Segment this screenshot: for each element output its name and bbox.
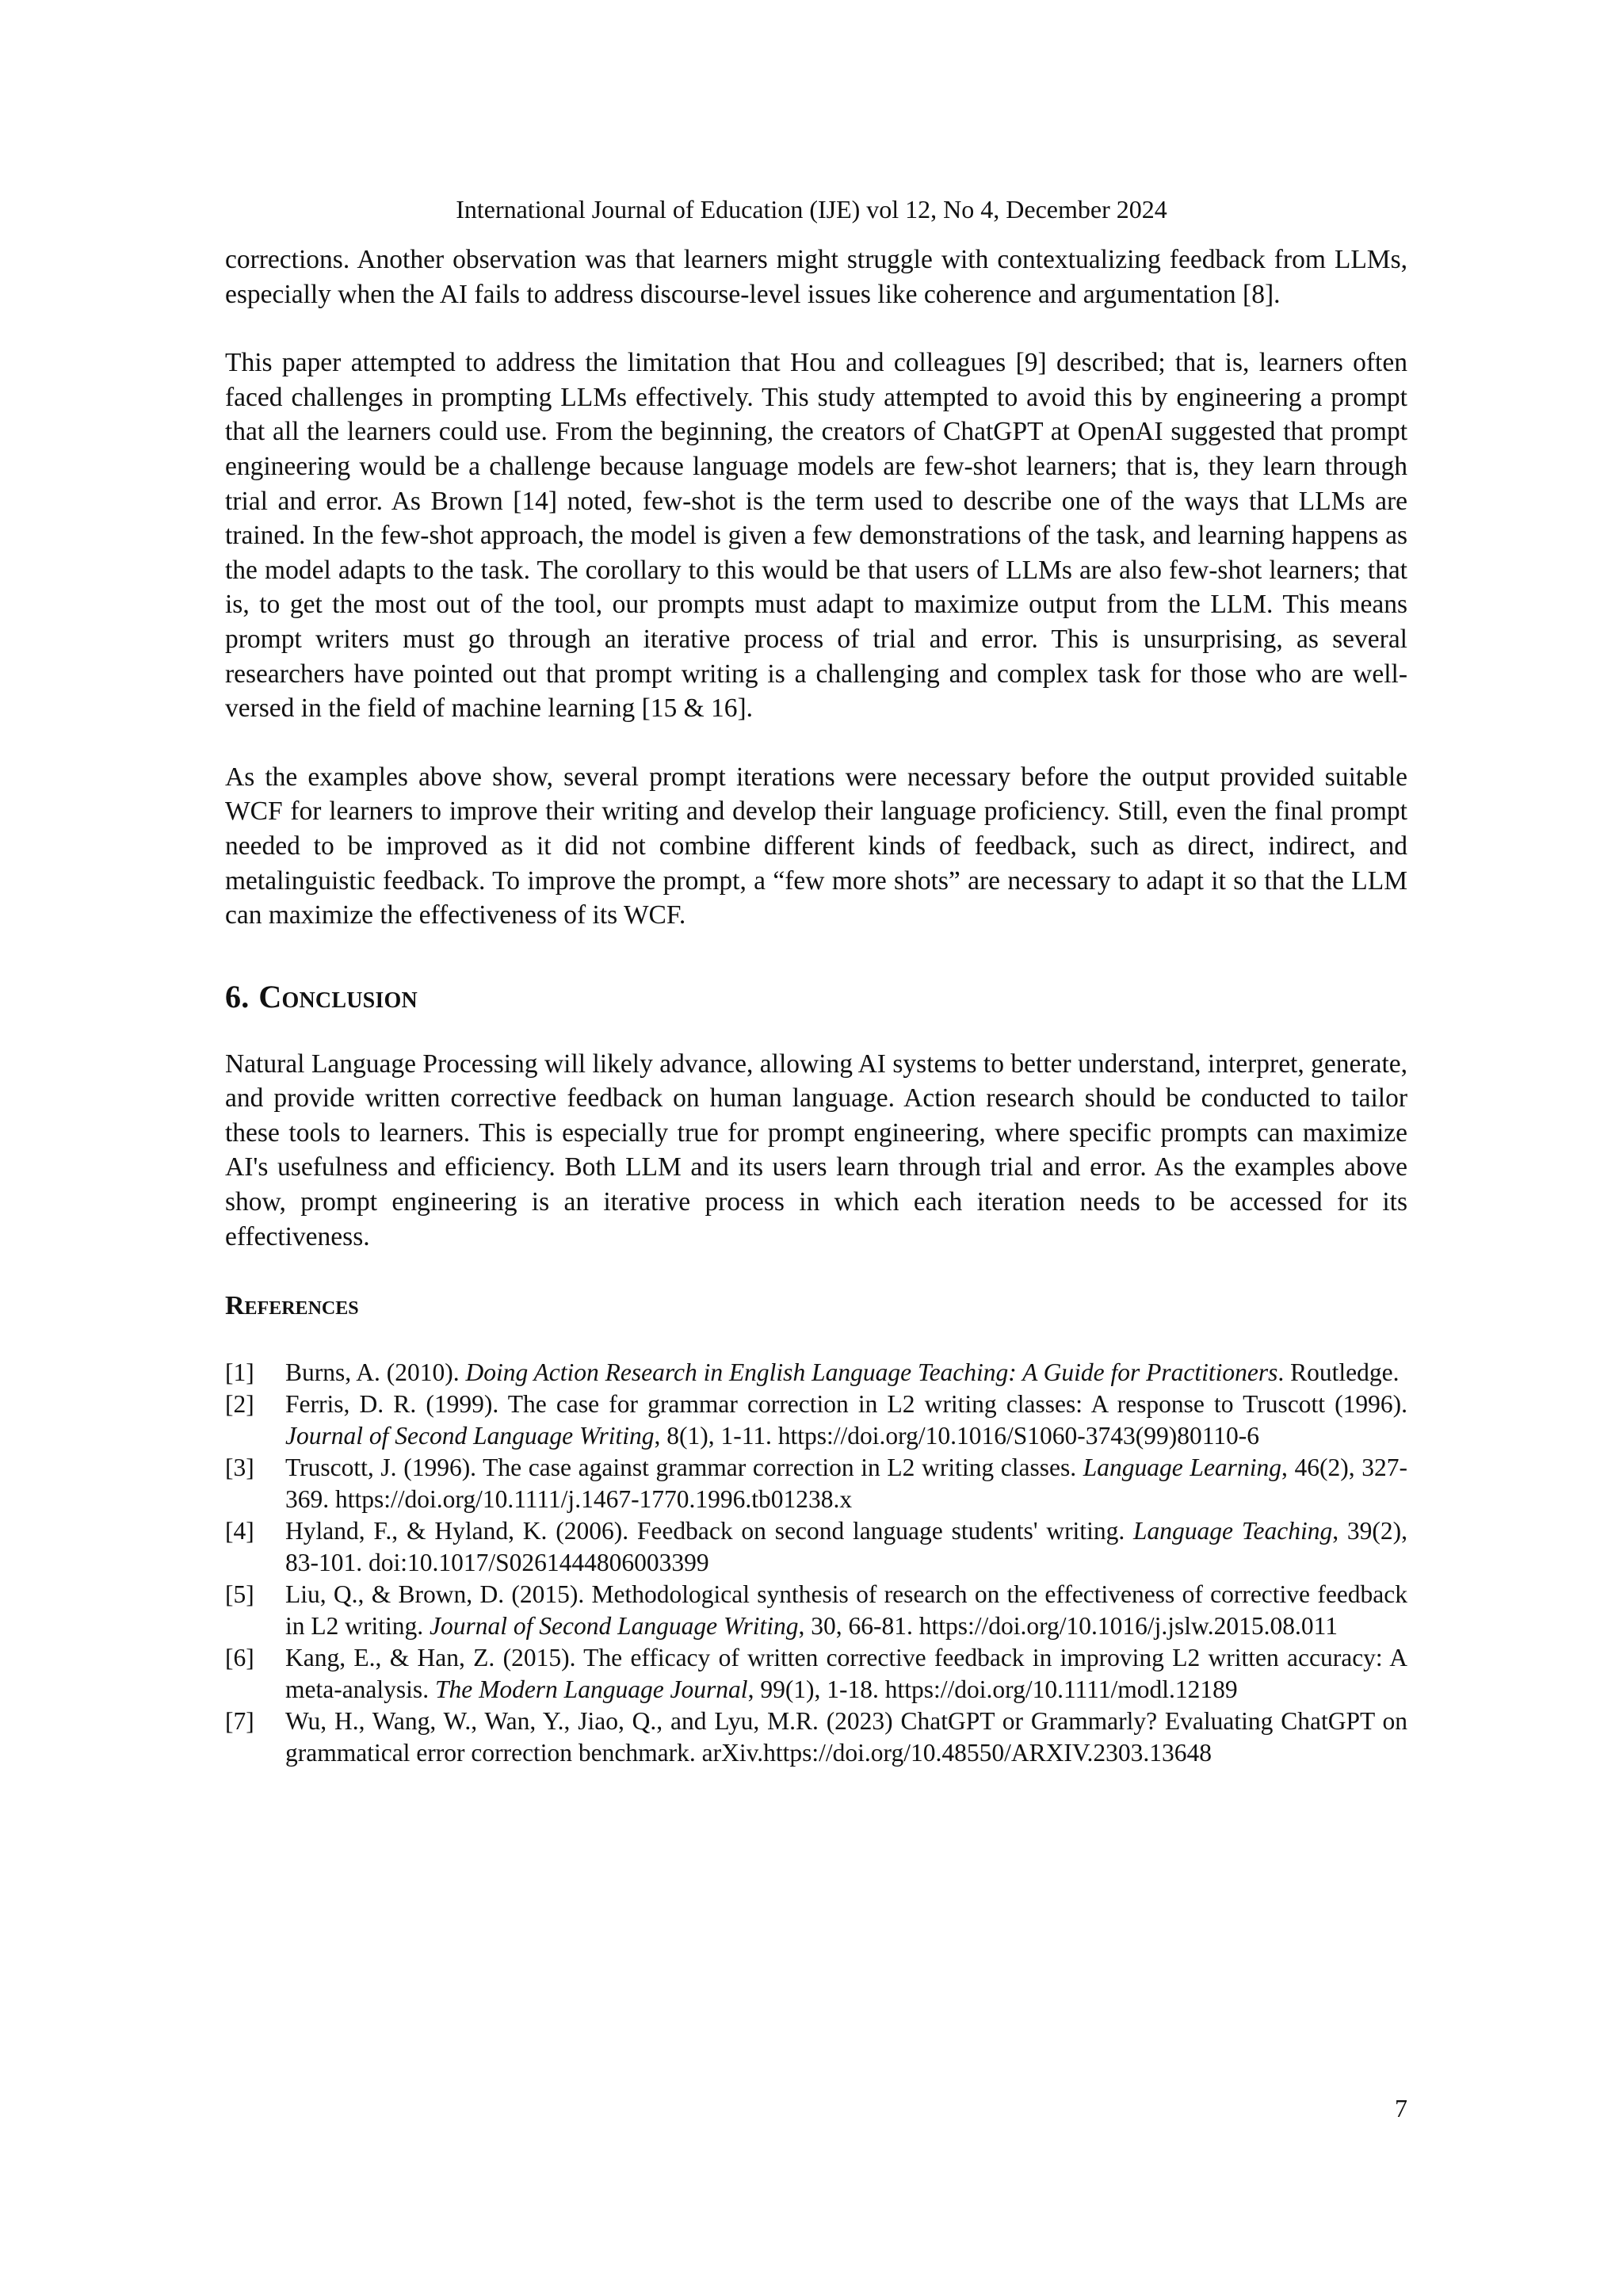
reference-item-2 bbox=[225, 1389, 1407, 1452]
reference-number: [3] bbox=[225, 1454, 254, 1482]
reference-text: Hyland, F., & Hyland, K. (2006). Feedback on second language students' writing. bbox=[285, 1517, 1134, 1545]
reference-source-title: The Modern Language Journal bbox=[434, 1675, 748, 1704]
reference-item-1 bbox=[225, 1357, 1407, 1389]
reference-list bbox=[225, 1357, 1407, 1769]
reference-number: [4] bbox=[225, 1517, 254, 1545]
reference-text-tail: , 46(2), 327-369. https://doi.org/10.1111/j.1467-1770.1996.tb01238.x bbox=[285, 1454, 1408, 1514]
reference-text-tail: , 39(2), 83-101. doi:10.1017/S0261444806003399 bbox=[285, 1517, 1408, 1577]
reference-source-title: Language Learning bbox=[1083, 1454, 1281, 1482]
body-paragraph-2: This paper attempted to address the limitation that Hou and colleagues [9] described; that is, learners often faced challenges in prompting LLMs effectively. This study attempted to avoid this by engineering a prompt that all the learners could use. From the beginning, the creators of ChatGPT at OpenAI suggested that prompt engineering would be a challenge because language models are few-shot learners; that is, they learn through trial and error. As Brown [14] noted, few-shot is the term used to describe one of the ways that LLMs are trained. In the few-shot approach, the model is given a few demonstrations of the task, and learning happens as the model adapts to the task. The corollary to this would be that users of LLMs are also few-shot learners; that is, to get the most out of the tool, our prompts must adapt to maximize output from the LLM. This means prompt writers must go through an iterative process of trial and error. This is unsurprising, as several researchers have pointed out that prompt writing is a challenging and complex task for those who are well-versed in the field of machine learning [15 & 16]. bbox=[225, 348, 1407, 724]
reference-text: Ferris, D. R. (1999). The case for grammar correction in L2 writing classes: A response to Truscott (1996). bbox=[285, 1390, 1407, 1419]
reference-item-5 bbox=[225, 1579, 1407, 1642]
reference-number: [5] bbox=[225, 1580, 254, 1609]
reference-text-tail: , 8(1), 1-11. https://doi.org/10.1016/S1060-3743(99)80110-6 bbox=[654, 1422, 1260, 1450]
page-number: 7 bbox=[1395, 2094, 1407, 2122]
reference-item-7 bbox=[225, 1706, 1407, 1769]
page-body bbox=[225, 243, 1407, 1769]
conclusion-paragraph: Natural Language Processing will likely advance, allowing AI systems to better understand, interpret, generate, and provide written corrective feedback on human language. Action research should be conducted to tailor these tools to learners. This is especially true for prompt engineering, where specific prompts can maximize AI's usefulness and efficiency. Both LLM and its users learn through trial and error. As the examples above show, prompt engineering is an iterative process in which each iteration needs to be accessed for its effectiveness. bbox=[225, 1049, 1407, 1251]
reference-source-title: Journal of Second Language Writing bbox=[430, 1612, 799, 1641]
body-paragraph-1: corrections. Another observation was that learners might struggle with contextualizing feedback from LLMs, especially when the AI fails to address discourse-level issues like coherence and argumentation [8]. bbox=[225, 245, 1407, 309]
running-head: International Journal of Education (IJE) vol 12, No 4, December 2024 bbox=[456, 195, 1167, 223]
reference-text: Truscott, J. (1996). The case against grammar correction in L2 writing classes. bbox=[285, 1454, 1083, 1482]
body-paragraph-3: As the examples above show, several prompt iterations were necessary before the output provided suitable WCF for learners to improve their writing and develop their language proficiency. Still, even the final prompt needed to be improved as it did not combine different kinds of feedback, such as direct, indirect, and metalinguistic feedback. To improve the prompt, a “few more shots” are necessary to adapt it so that the LLM can maximize the effectiveness of its WCF. bbox=[225, 762, 1407, 930]
reference-text-tail: , 30, 66-81. https://doi.org/10.1016/j.jslw.2015.08.011 bbox=[798, 1612, 1338, 1641]
reference-number: [2] bbox=[225, 1390, 254, 1419]
reference-item-3 bbox=[225, 1452, 1407, 1515]
conclusion-title: Conclusion bbox=[258, 978, 418, 1014]
reference-item-6 bbox=[225, 1642, 1407, 1706]
reference-text: Burns, A. (2010). bbox=[285, 1358, 466, 1387]
reference-item-4 bbox=[225, 1515, 1407, 1579]
reference-text: Liu, Q., & Brown, D. (2015). Methodological synthesis of research on the effectiveness of corrective feedback in L2 writing. bbox=[285, 1580, 1407, 1641]
reference-text-tail: . Routledge. bbox=[1277, 1358, 1400, 1387]
conclusion-number: 6. bbox=[225, 978, 250, 1014]
conclusion-heading bbox=[225, 979, 1407, 1015]
references-heading: References bbox=[225, 1291, 359, 1321]
reference-number: [1] bbox=[225, 1358, 254, 1387]
reference-text: Kang, E., & Han, Z. (2015). The efficacy of written corrective feedback in improving L2 written accuracy: A meta-analysis. bbox=[285, 1644, 1407, 1704]
reference-text: Wu, H., Wang, W., Wan, Y., Jiao, Q., and Lyu, M.R. (2023) ChatGPT or Grammarly? Evaluating ChatGPT on grammatical error correction benchmark. arXiv.https://doi.org/10.48550/ARXIV.2303.13648 bbox=[285, 1707, 1407, 1767]
reference-source-title: Doing Action Research in English Language Teaching: A Guide for Practitioners bbox=[465, 1358, 1278, 1387]
reference-number: [7] bbox=[225, 1707, 254, 1736]
reference-source-title: Journal of Second Language Writing bbox=[285, 1422, 655, 1450]
reference-text-tail: , 99(1), 1-18. https://doi.org/10.1111/modl.12189 bbox=[747, 1675, 1238, 1704]
reference-number: [6] bbox=[225, 1644, 254, 1672]
reference-source-title: Language Teaching bbox=[1133, 1517, 1333, 1545]
